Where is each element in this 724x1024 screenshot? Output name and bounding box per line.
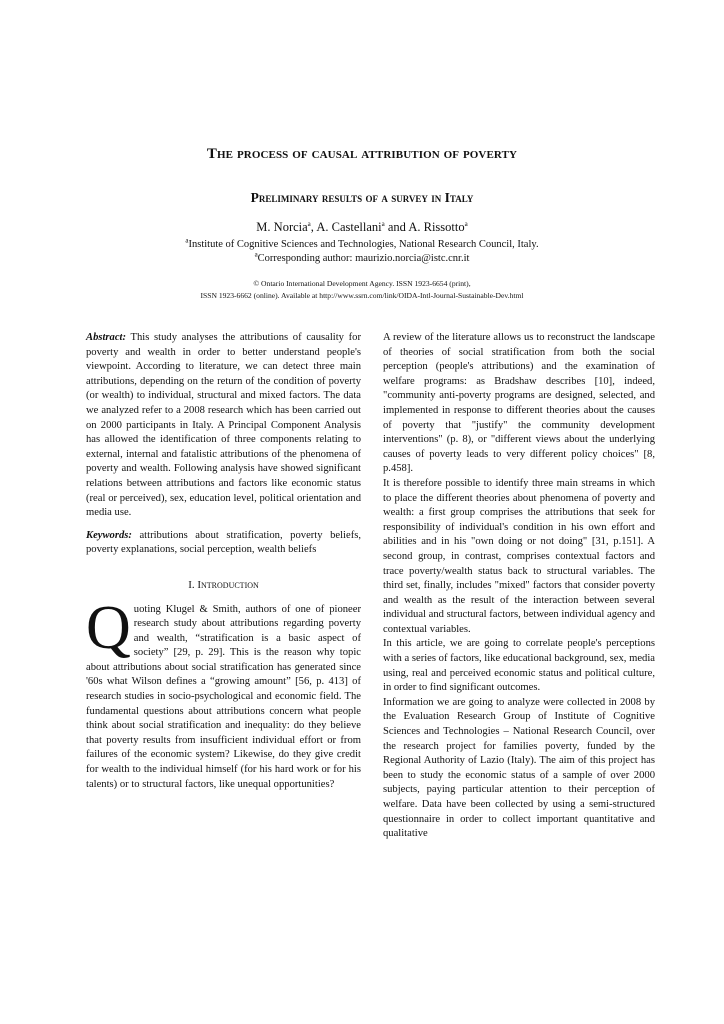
copyright-line-2: ISSN 1923-6662 (online). Available at http://www.ssrn.com/link/OIDA-Intl-Journal-Sustainable-Dev.html — [200, 291, 524, 300]
author-3-affiliation-mark: a — [464, 219, 468, 228]
abstract — [86, 331, 361, 521]
introduction-text: uoting Klugel & Smith, authors of one of pioneer research study about attributions regarding poverty and wealth, “stratification is a basic aspect of society” [29, p. 29]. This is the reason why topic about attributions about social stratification has generated since '60s what Wilson defines a “growing amount” [56, p. 413] of research studies in socio-psychological and economic field. The fundamental questions about attributions concern what people think about social stratification and inequality: do they believe that poverty results from insufficient individual effort or from failures of the economic system? Likewise, do they give credit for wealth to the individual himself (for his hard work or for his talents) or to structural factors, like unequal opportunities? — [86, 603, 361, 790]
drop-cap: Q — [86, 593, 131, 662]
abstract-text: This study analyses the attributions of causality for poverty and wealth in order to better understand people's viewpoint. According to literature, we can detect three main attributions, depending on the return of the condition of poverty (or wealth) to individual, structural and mixed factors. The data we analyzed refer to a 2008 research which has been carried out on 2000 participants in Italy. A Principal Component Analysis has allowed the identification of three components relating to external, internal and fatalistic attributions of the phenomena of poverty and wealth. Following analysis have showed significant relations between attributions and factors like economic status (real or perceived), sex, education level, political orientation and media use. — [86, 332, 361, 519]
affiliations — [0, 238, 724, 266]
paragraph-data-collection: Information we are going to analyze were collected in 2008 by the Evaluation Research Group of Institute of Cognitive Sciences and Technologies – National Research Council, over the research project for families poverty, funded by the Regional Authority of Lazio (Italy). The aim of this project has been to study the economic status of a sample of over 2000 subjects, paying particular attention to their perception of welfare. Data have been collected by using a semi-structured questionnaire in order to collect important quantitative and qualitative — [383, 696, 655, 840]
introduction-paragraph — [86, 593, 361, 793]
corresponding-author-line — [0, 252, 724, 266]
corresponding-mark: a — [254, 250, 258, 259]
paragraph-article-aim: In this article, we are going to correlate people's perceptions with a series of factors, like educational background, sex, media using, real and perceived economic status and political culture, in order to find significant outcomes. — [383, 638, 655, 694]
affiliation-mark: a — [185, 236, 189, 245]
affiliation-line — [0, 238, 724, 252]
author-list — [0, 220, 724, 235]
author-1-affiliation-mark: a — [307, 219, 311, 228]
keywords — [86, 529, 361, 558]
keywords-text: attributions about stratification, poverty beliefs, poverty explanations, social perception, wealth beliefs — [86, 529, 361, 556]
corresponding-author-text: Corresponding author: maurizio.norcia@istc.cnr.it — [257, 253, 470, 264]
author-3: and A. Rissotto — [384, 220, 465, 234]
author-2: , A. Castellani — [310, 220, 382, 234]
paper-subtitle: Preliminary results of a survey in Italy — [250, 190, 474, 205]
abstract-label: Abstract: — [86, 332, 127, 343]
author-2-affiliation-mark: a — [381, 219, 385, 228]
paper-title: The process of causal attribution of poverty — [206, 146, 518, 162]
copyright-notice — [0, 278, 724, 302]
left-column — [86, 331, 361, 792]
section-heading-introduction: I. Introduction — [188, 578, 259, 591]
paragraph-literature-review: A review of the literature allows us to reconstruct the landscape of theories of social stratification from both the social perception (people's attributions) and the examination of welfare programs: as Bradshaw describes [10], indeed, "community anti-poverty programs are designed, selected, and implemented in response to different theories about the causes of poverty that "justify" the community development interventions" (p. 8), or "different views about the underlying causes of poverty leads to very different policy choices" [8, p.458]. — [383, 332, 655, 475]
keywords-label: Keywords: — [86, 529, 132, 541]
copyright-line-1: © Ontario International Development Agency. ISSN 1923-6654 (print), — [253, 279, 471, 288]
paragraph-three-streams: It is therefore possible to identify three main streams in which to place the different theories about phenomena of poverty and wealth: a first group comprises the attributions that seek for responsibility of individual's condition in his own effort and abilities and in his "own doing or not doing" [31, p.151]. A second group, in contrast, comprises contextual factors and trace poverty/wealth status back to structural variables. The third set, finally, includes "mixed" factors that consider poverty and wealth as the result of the interaction between several individual and structural factors, between individual agency and contextual variables. — [383, 477, 655, 635]
right-column — [383, 331, 655, 842]
author-1: M. Norcia — [256, 220, 308, 234]
affiliation-text: Institute of Cognitive Sciences and Technologies, National Research Council, Italy. — [188, 239, 539, 250]
